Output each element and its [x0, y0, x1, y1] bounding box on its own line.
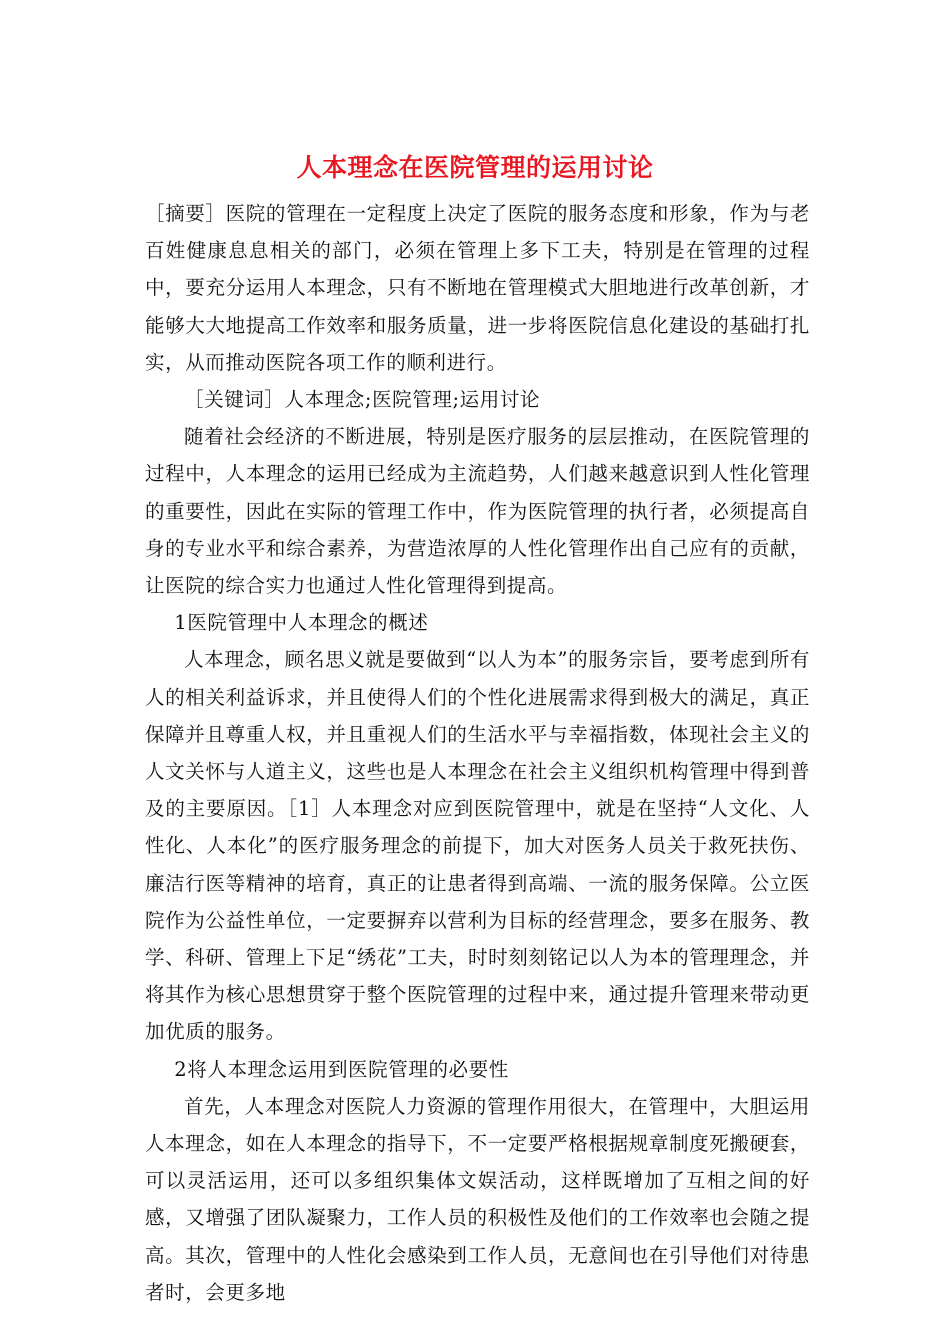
keywords-paragraph: ［关键词］人本理念;医院管理;运用讨论	[184, 388, 541, 412]
abstract-paragraph: ［摘要］医院的管理在一定程度上决定了医院的服务态度和形象，作为与老百姓健康息息相关的部门，必须在管理上多下工夫，特别是在管理的过程中，要充分运用人本理念，只有不断地在管理模式大胆地进行改革创新，才能够大大地提高工作效率和服务质量，进一步将医院信息化建设的基础打扎实，从而推动医院各项工作的顺利进行。	[145, 202, 810, 374]
section-2-paragraph: 首先，人本理念对医院人力资源的管理作用很大，在管理中，大胆运用人本理念，如在人本理念的指导下，不一定要严格根据规章制度死搬硬套，可以灵活运用，还可以多组织集体文娱活动，这样既增加了互相之间的好感，又增强了团队凝聚力，工作人员的积极性及他们的工作效率也会随之提高。其次，管理中的人性化会感染到工作人员，无意间也在引导他们对待患者时，会更多地	[145, 1094, 810, 1304]
section-1-paragraph: 人本理念，顾名思义就是要做到“以人为本”的服务宗旨，要考虑到所有人的相关利益诉求，并且使得人们的个性化进展需求得到极大的满足，真正保障并且尊重人权，并且重视人们的生活水平与幸福指数，体现社会主义的人文关怀与人道主义，这些也是人本理念在社会主义组织机构管理中得到普及的主要原因。［1］人本理念对应到医院管理中，就是在坚持“人文化、人性化、人本化”的医疗服务理念的前提下，加大对医务人员关于救死扶伤、廉洁行医等精神的培育，真正的让患者得到高端、一流的服务保障。公立医院作为公益性单位，一定要摒弃以营利为目标的经营理念，要多在服务、教学、科研、管理上下足“绣花”工夫，时时刻刻铭记以人为本的管理理念，并将其作为核心思想贯穿于整个医院管理的过程中来，通过提升管理来带动更加优质的服务。	[145, 648, 810, 1044]
document-title: 人本理念在医院管理的运用讨论	[296, 153, 654, 182]
intro-paragraph: 随着社会经济的不断进展，特别是医疗服务的层层推动，在医院管理的过程中，人本理念的运用已经成为主流趋势，人们越来越意识到人性化管理的重要性，因此在实际的管理工作中，作为医院管理的执行者，必须提高自身的专业水平和综合素养，为营造浓厚的人性化管理作出自己应有的贡献，让医院的综合实力也通过人性化管理得到提高。	[145, 425, 810, 598]
section-heading-2: 2将人本理念运用到医院管理的必要性	[174, 1057, 509, 1081]
document-body	[145, 195, 810, 1311]
section-heading-1: 1医院管理中人本理念的概述	[174, 611, 429, 635]
